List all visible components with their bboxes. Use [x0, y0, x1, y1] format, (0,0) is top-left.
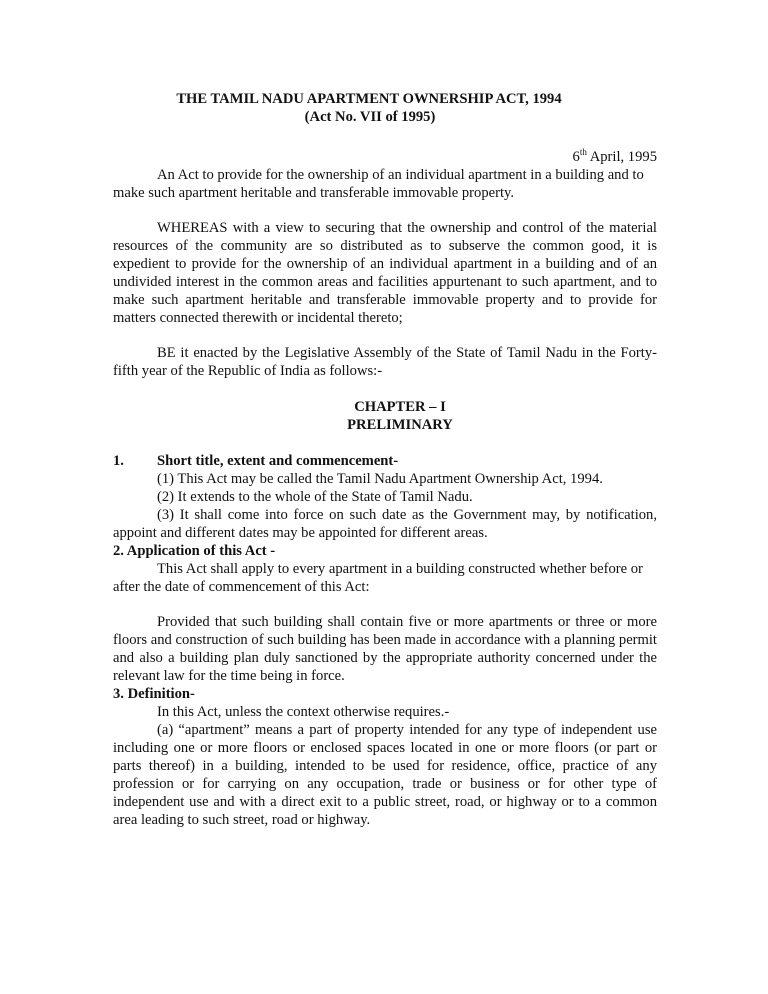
act-date	[113, 148, 657, 166]
section-3-clause-a: (a) “apartment” means a part of property intended for any type of independent use including one or more floors or enclosed spaces located in one or more floors (or part or parts thereof) in a building, intended to be used for residence, office, practice of any profession or for carrying on any occupation, trade or business or for other type of independent use and with a direct exit to a public street, road, or highway or to a common area leading to such street, road or highway.	[113, 722, 657, 828]
chapter-heading	[113, 398, 657, 434]
act-number: (Act No. VII of 1995)	[304, 109, 436, 125]
date-rest: April, 1995	[586, 149, 657, 165]
section-1-title: Short title, extent and commencement-	[157, 453, 399, 469]
act-title: THE TAMIL NADU APARTMENT OWNERSHIP ACT, 1994	[176, 91, 562, 107]
intro-paragraph: An Act to provide for the ownership of an individual apartment in a building and to make such apartment heritable and transferable immovable property.	[113, 167, 644, 201]
enactment-paragraph: BE it enacted by the Legislative Assembly of the State of Tamil Nadu in the Forty-fifth year of the Republic of India as follows:-	[113, 345, 657, 379]
date-day: 6	[572, 149, 580, 165]
section-1-heading	[113, 452, 657, 470]
date-suffix: th	[579, 147, 587, 157]
section-2-heading: 2. Application of this Act -	[113, 543, 276, 559]
section-2-text: This Act shall apply to every apartment in a building constructed whether before or after the date of commencement of this Act:	[113, 561, 643, 595]
whereas-paragraph: WHEREAS with a view to securing that the ownership and control of the material resources of the community are so distributed as to subserve the common good, it is expedient to provide for the ownership of an individual apartment in a building and of an undivided interest in the common areas and facilities appurtenant to such apartment, and to make such apartment heritable and transferable immovable property and to provide for matters connected therewith or incidental thereto;	[113, 220, 657, 326]
section-1-clause-2: (2) It extends to the whole of the State of Tamil Nadu.	[157, 489, 473, 505]
section-1-clause-3: (3) It shall come into force on such date as the Government may, by notification, appoint and different dates may be appointed for different areas.	[113, 507, 657, 541]
document-page	[113, 90, 657, 829]
chapter-number: CHAPTER – I	[354, 399, 446, 415]
section-1-clause-1: (1) This Act may be called the Tamil Nadu Apartment Ownership Act, 1994.	[157, 471, 603, 487]
section-3-intro: In this Act, unless the context otherwise requires.-	[157, 704, 450, 720]
act-title-block	[113, 90, 657, 126]
chapter-title: PRELIMINARY	[347, 417, 453, 433]
section-3-heading: 3. Definition-	[113, 686, 195, 702]
section-1-number: 1.	[113, 453, 124, 469]
section-2-proviso: Provided that such building shall contain five or more apartments or three or more floors and construction of such building has been made in accordance with a planning permit and also a building plan duly sanctioned by the appropriate authority concerned under the relevant law for the time being in force.	[113, 614, 657, 684]
